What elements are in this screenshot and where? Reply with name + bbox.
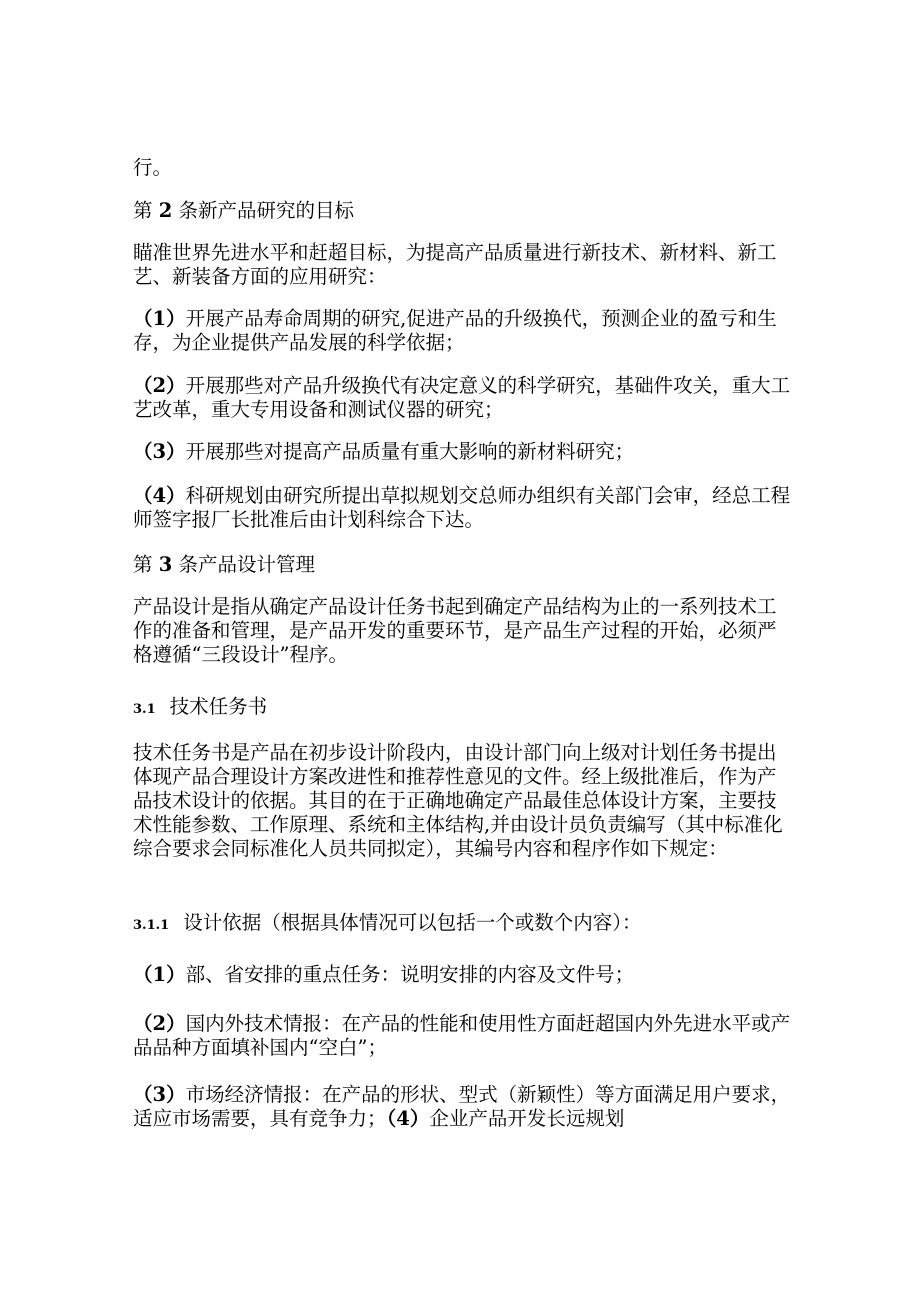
item-number: （2） bbox=[133, 374, 186, 397]
paragraph-technical-task bbox=[133, 741, 793, 861]
article-number: 2 bbox=[158, 199, 173, 222]
paragraph-product-design bbox=[133, 595, 793, 667]
list-item-1 bbox=[133, 307, 793, 355]
section-3-1-1-heading bbox=[133, 911, 793, 938]
article-2-heading bbox=[133, 199, 793, 223]
section-number: 3.1 bbox=[133, 702, 156, 717]
article-number: 3 bbox=[158, 553, 173, 576]
article-3-heading bbox=[133, 553, 793, 577]
section-title: 设计依据（根据具体情况可以包括一个或数个内容）： bbox=[183, 911, 642, 934]
article-title: 条产品设计管理 bbox=[172, 553, 315, 576]
item-text: 科研规划由研究所提出草拟规划交总师办组织有关部门会审，经总工程师签字报厂长批准后由计划科综合下达。 bbox=[133, 484, 791, 531]
item-number: （2） bbox=[133, 1012, 186, 1035]
paragraph-text: 瞄准世界先进水平和赶超目标，为提高产品质量进行新技术、新材料、新工艺、新装备方面的应用研究： bbox=[133, 241, 777, 288]
paragraph-text: 技术任务书是产品在初步设计阶段内，由设计部门向上级对计划任务书提出体现产品合理设计方案改进性和推荐性意见的文件。经上级批准后，作为产品技术设计的依据。其目的在于正确地确定产品最佳总体设计方案，主要技术性能参数、工作原理、系统和主体结构,并由设计员负责编写（其中标准化综合要求会同标准化人员共同拟定），其编号内容和程序作如下规定： bbox=[133, 741, 783, 860]
basis-item-2 bbox=[133, 1012, 793, 1060]
item-text: 市场经济情报：在产品的形状、型式（新颖性）等方面满足用户要求，适应市场需要，具有竞争力； bbox=[133, 1083, 791, 1130]
text-line: 行。 bbox=[133, 156, 173, 179]
item-text: 企业产品开发长远规划 bbox=[429, 1107, 625, 1130]
article-prefix: 第 bbox=[133, 199, 159, 222]
item-number: （4） bbox=[386, 1107, 430, 1130]
item-number: （3） bbox=[133, 1083, 186, 1106]
basis-item-1 bbox=[133, 963, 793, 987]
list-item-2 bbox=[133, 374, 793, 422]
section-3-1-heading bbox=[133, 695, 793, 722]
list-item-4 bbox=[133, 484, 793, 532]
paragraph-text: 产品设计是指从确定产品设计任务书起到确定产品结构为止的一系列技术工作的准备和管理，是产品开发的重要环节，是产品生产过程的开始，必须严格遵循“三段设计”程序。 bbox=[133, 595, 777, 666]
item-text: 部、省安排的重点任务：说明安排的内容及文件号； bbox=[185, 963, 635, 986]
item-text: 开展那些对提高产品质量有重大影响的新材料研究； bbox=[185, 440, 635, 463]
section-number: 3.1.1 bbox=[133, 918, 170, 933]
item-number: （1） bbox=[133, 307, 186, 330]
item-number: （4） bbox=[133, 484, 186, 507]
article-prefix: 第 bbox=[133, 553, 159, 576]
item-text: 国内外技术情报：在产品的性能和使用性方面赶超国内外先进水平或产品品种方面填补国内“空白”； bbox=[133, 1012, 791, 1059]
list-item-3 bbox=[133, 440, 793, 464]
basis-item-3-4 bbox=[133, 1083, 793, 1131]
paragraph-research-goal bbox=[133, 241, 793, 289]
article-title: 条新产品研究的目标 bbox=[172, 199, 354, 222]
item-number: （1） bbox=[133, 963, 186, 986]
item-number: （3） bbox=[133, 440, 186, 463]
paragraph-continuation bbox=[133, 156, 793, 180]
item-text: 开展那些对产品升级换代有决定意义的科学研究，基础件攻关，重大工艺改革，重大专用设备和测试仪器的研究； bbox=[133, 374, 791, 421]
item-text: 开展产品寿命周期的研究,促进产品的升级换代，预测企业的盈亏和生存，为企业提供产品发展的科学依据； bbox=[133, 307, 777, 354]
section-title: 技术任务书 bbox=[169, 695, 268, 718]
